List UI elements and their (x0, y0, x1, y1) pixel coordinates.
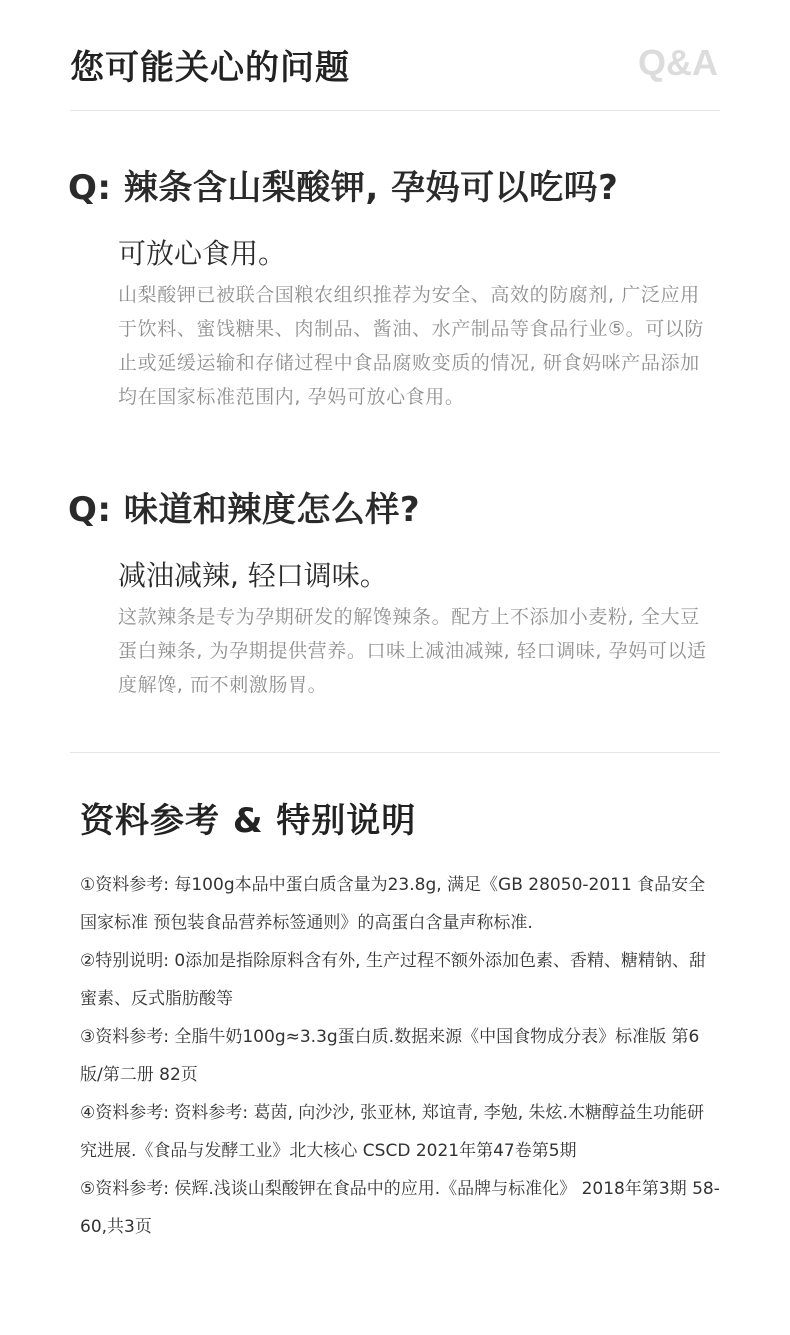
reference-item: ④资料参考: 资料参考: 葛茵, 向沙沙, 张亚林, 郑谊青, 李勉, 朱炫.木糖醇益生功能研究进展.《食品与发酵工业》北大核心 CSCD 2021年第47卷第5期 (80, 1103, 704, 1161)
references-list (80, 866, 720, 1246)
answer-body: 这款辣条是专为孕期研发的解馋辣条。配方上不添加小麦粉, 全大豆蛋白辣条, 为孕期提供营养。口味上减油减辣, 轻口调味, 孕妈可以适度解馋, 而不刺激肠胃。 (118, 606, 707, 696)
reference-item: ①资料参考: 每100g本品中蛋白质含量为23.8g, 满足《GB 28050-2011 食品安全国家标准 预包装食品营养标签通则》的高蛋白含量声称标准. (80, 875, 706, 933)
question-heading: Q: 辣条含山梨酸钾, 孕妈可以吃吗? (68, 168, 619, 208)
reference-item: ⑤资料参考: 侯辉.浅谈山梨酸钾在食品中的应用.《品牌与标准化》 2018年第3期 58-60,共3页 (80, 1179, 720, 1237)
answer-title: 可放心食用。 (118, 237, 287, 270)
references-section (80, 798, 720, 1246)
divider-top (70, 110, 720, 111)
question-heading: Q: 味道和辣度怎么样? (68, 490, 421, 530)
answer-body: 山梨酸钾已被联合国粮农组织推荐为安全、高效的防腐剂, 广泛应用于饮料、蜜饯糖果、肉制品、酱油、水产制品等食品行业⑤。可以防止或延缓运输和存储过程中食品腐败变质的情况, 研食妈咪产品添加均在国家标准范围内, 孕妈可放心食用。 (118, 284, 705, 408)
qa-item-taste (68, 488, 728, 702)
section-header (70, 38, 720, 88)
qa-tag: Q&A (638, 42, 718, 83)
answer-title: 减油减辣, 轻口调味。 (118, 559, 388, 592)
references-title: 资料参考 & 特别说明 (80, 801, 417, 841)
qa-item-sorbate (68, 166, 728, 414)
reference-item: ②特别说明: 0添加是指除原料含有外, 生产过程不额外添加色素、香精、糖精钠、甜蜜素、反式脂肪酸等 (80, 951, 706, 1009)
page-title: 您可能关心的问题 (70, 48, 350, 88)
divider-middle (70, 752, 720, 753)
reference-item: ③资料参考: 全脂牛奶100g≈3.3g蛋白质.数据来源《中国食物成分表》标准版 第6版/第二册 82页 (80, 1027, 700, 1085)
